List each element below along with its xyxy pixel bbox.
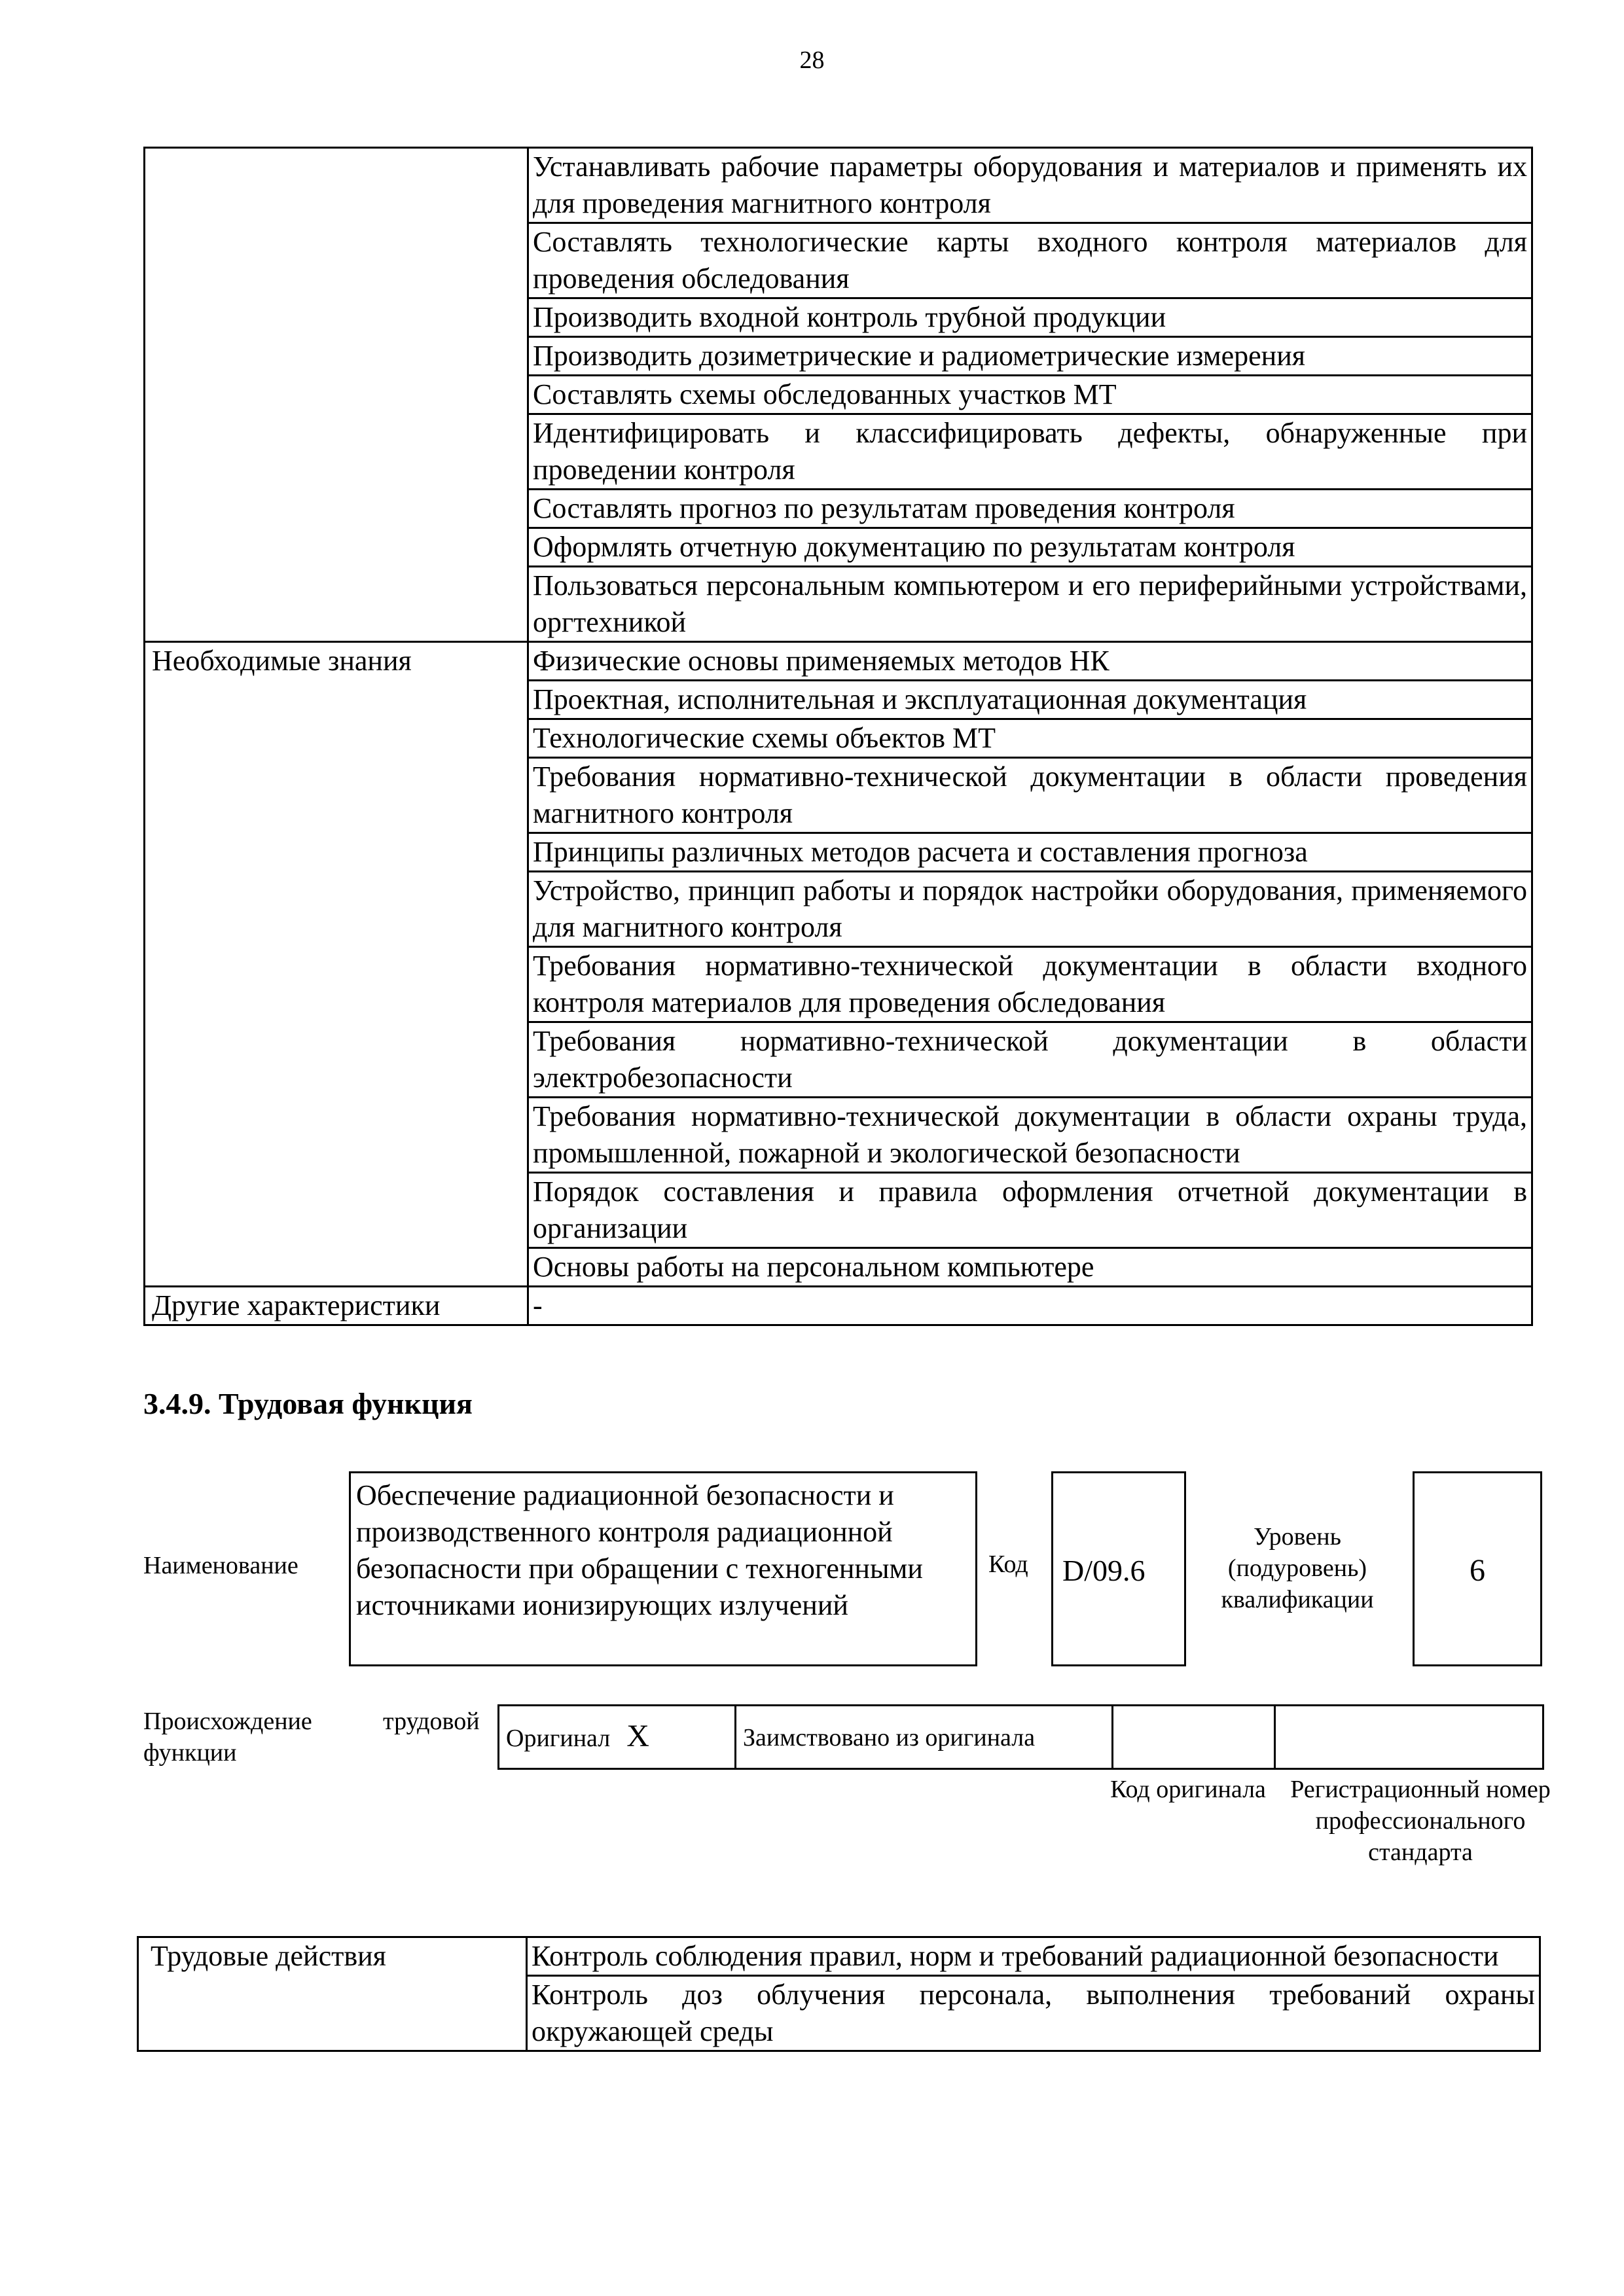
qualification-level-value: 6 <box>1413 1471 1542 1666</box>
row-label-actions: Трудовые действия <box>138 1937 527 2051</box>
reg-number-caption: Регистрационный номер профессионального стандарта <box>1290 1776 1551 1866</box>
skill-item: Составлять технологические карты входного контроля материалов для проведения обследования <box>528 223 1532 298</box>
knowledge-item: Порядок составления и правила оформления отчетной документации в организации <box>528 1173 1532 1248</box>
origin-table <box>497 1704 1544 1770</box>
knowledge-item: Требования нормативно-технической документации в области электробезопасности <box>528 1022 1532 1098</box>
table-row <box>145 148 1532 223</box>
knowledge-item: Физические основы применяемых методов НК <box>528 642 1532 681</box>
skill-item: Устанавливать рабочие параметры оборудования и материалов и применять их для проведения магнитного контроля <box>528 148 1532 223</box>
action-item: Контроль доз облучения персонала, выполнения требований охраны окружающей среды <box>527 1976 1540 2051</box>
borrowed-cell <box>736 1706 1113 1769</box>
origin-label: Происхождение <box>143 1708 312 1735</box>
skill-item: Идентифицировать и классифицировать дефекты, обнаруженные при проведении контроля <box>528 414 1532 490</box>
reg-number-cell <box>1275 1706 1543 1769</box>
table-row <box>499 1706 1543 1769</box>
section-heading: 3.4.9. Трудовая функция <box>143 1387 473 1420</box>
original-mark: Х <box>626 1718 649 1753</box>
other-item: - <box>528 1287 1532 1325</box>
function-name-value: Обеспечение радиационной безопасности и производственного контроля радиационной безопасности при обращении с техногенными источниками ионизирующих излучений <box>349 1471 977 1666</box>
skill-item: Составлять прогноз по результатам проведения контроля <box>528 490 1532 528</box>
skill-item: Производить дозиметрические и радиометрические измерения <box>528 337 1532 376</box>
row-label-knowledge: Необходимые знания <box>145 642 528 1287</box>
labor-actions-table <box>137 1936 1541 2052</box>
skill-item: Пользоваться персональным компьютером и его периферийными устройствами, оргтехникой <box>528 567 1532 642</box>
skill-item: Оформлять отчетную документацию по результатам контроля <box>528 528 1532 567</box>
table-row <box>138 1937 1540 1976</box>
code-original-caption: Код оригинала <box>1110 1776 1266 1803</box>
skill-item: Составлять схемы обследованных участков МТ <box>528 376 1532 414</box>
row-label-skills <box>145 148 528 642</box>
original-label: Оригинал <box>506 1724 611 1752</box>
code-original-cell <box>1113 1706 1275 1769</box>
skill-item: Производить входной контроль трубной продукции <box>528 298 1532 337</box>
knowledge-item: Проектная, исполнительная и эксплуатационная документация <box>528 681 1532 719</box>
page-number: 28 <box>799 46 825 74</box>
action-item: Контроль соблюдения правил, норм и требований радиационной безопасности <box>527 1937 1540 1976</box>
function-code-label: Код <box>988 1551 1028 1578</box>
knowledge-item: Технологические схемы объектов МТ <box>528 719 1532 758</box>
borrowed-label: Заимствовано из оригинала <box>743 1724 1036 1751</box>
knowledge-item: Принципы различных методов расчета и составления прогноза <box>528 833 1532 872</box>
knowledge-item: Основы работы на персональном компьютере <box>528 1248 1532 1287</box>
origin-label: трудовой <box>383 1708 480 1735</box>
table-row <box>145 1287 1532 1325</box>
row-label-other: Другие характеристики <box>145 1287 528 1325</box>
qualification-level-label: Уровень (подуровень) квалификации <box>1221 1523 1374 1613</box>
table-row <box>145 642 1532 681</box>
knowledge-item: Требования нормативно-технической документации в области входного контроля материалов для проведения обследования <box>528 947 1532 1022</box>
knowledge-item: Устройство, принцип работы и порядок настройки оборудования, применяемого для магнитного контроля <box>528 872 1532 947</box>
origin-label: функции <box>143 1739 237 1767</box>
original-cell <box>499 1706 736 1769</box>
skills-knowledge-table <box>143 147 1533 1326</box>
function-code-value: D/09.6 <box>1051 1471 1186 1666</box>
function-name-label: Наименование <box>143 1552 298 1579</box>
knowledge-item: Требования нормативно-технической документации в области проведения магнитного контроля <box>528 758 1532 833</box>
knowledge-item: Требования нормативно-технической документации в области охраны труда, промышленной, пожарной и экологической безопасности <box>528 1098 1532 1173</box>
